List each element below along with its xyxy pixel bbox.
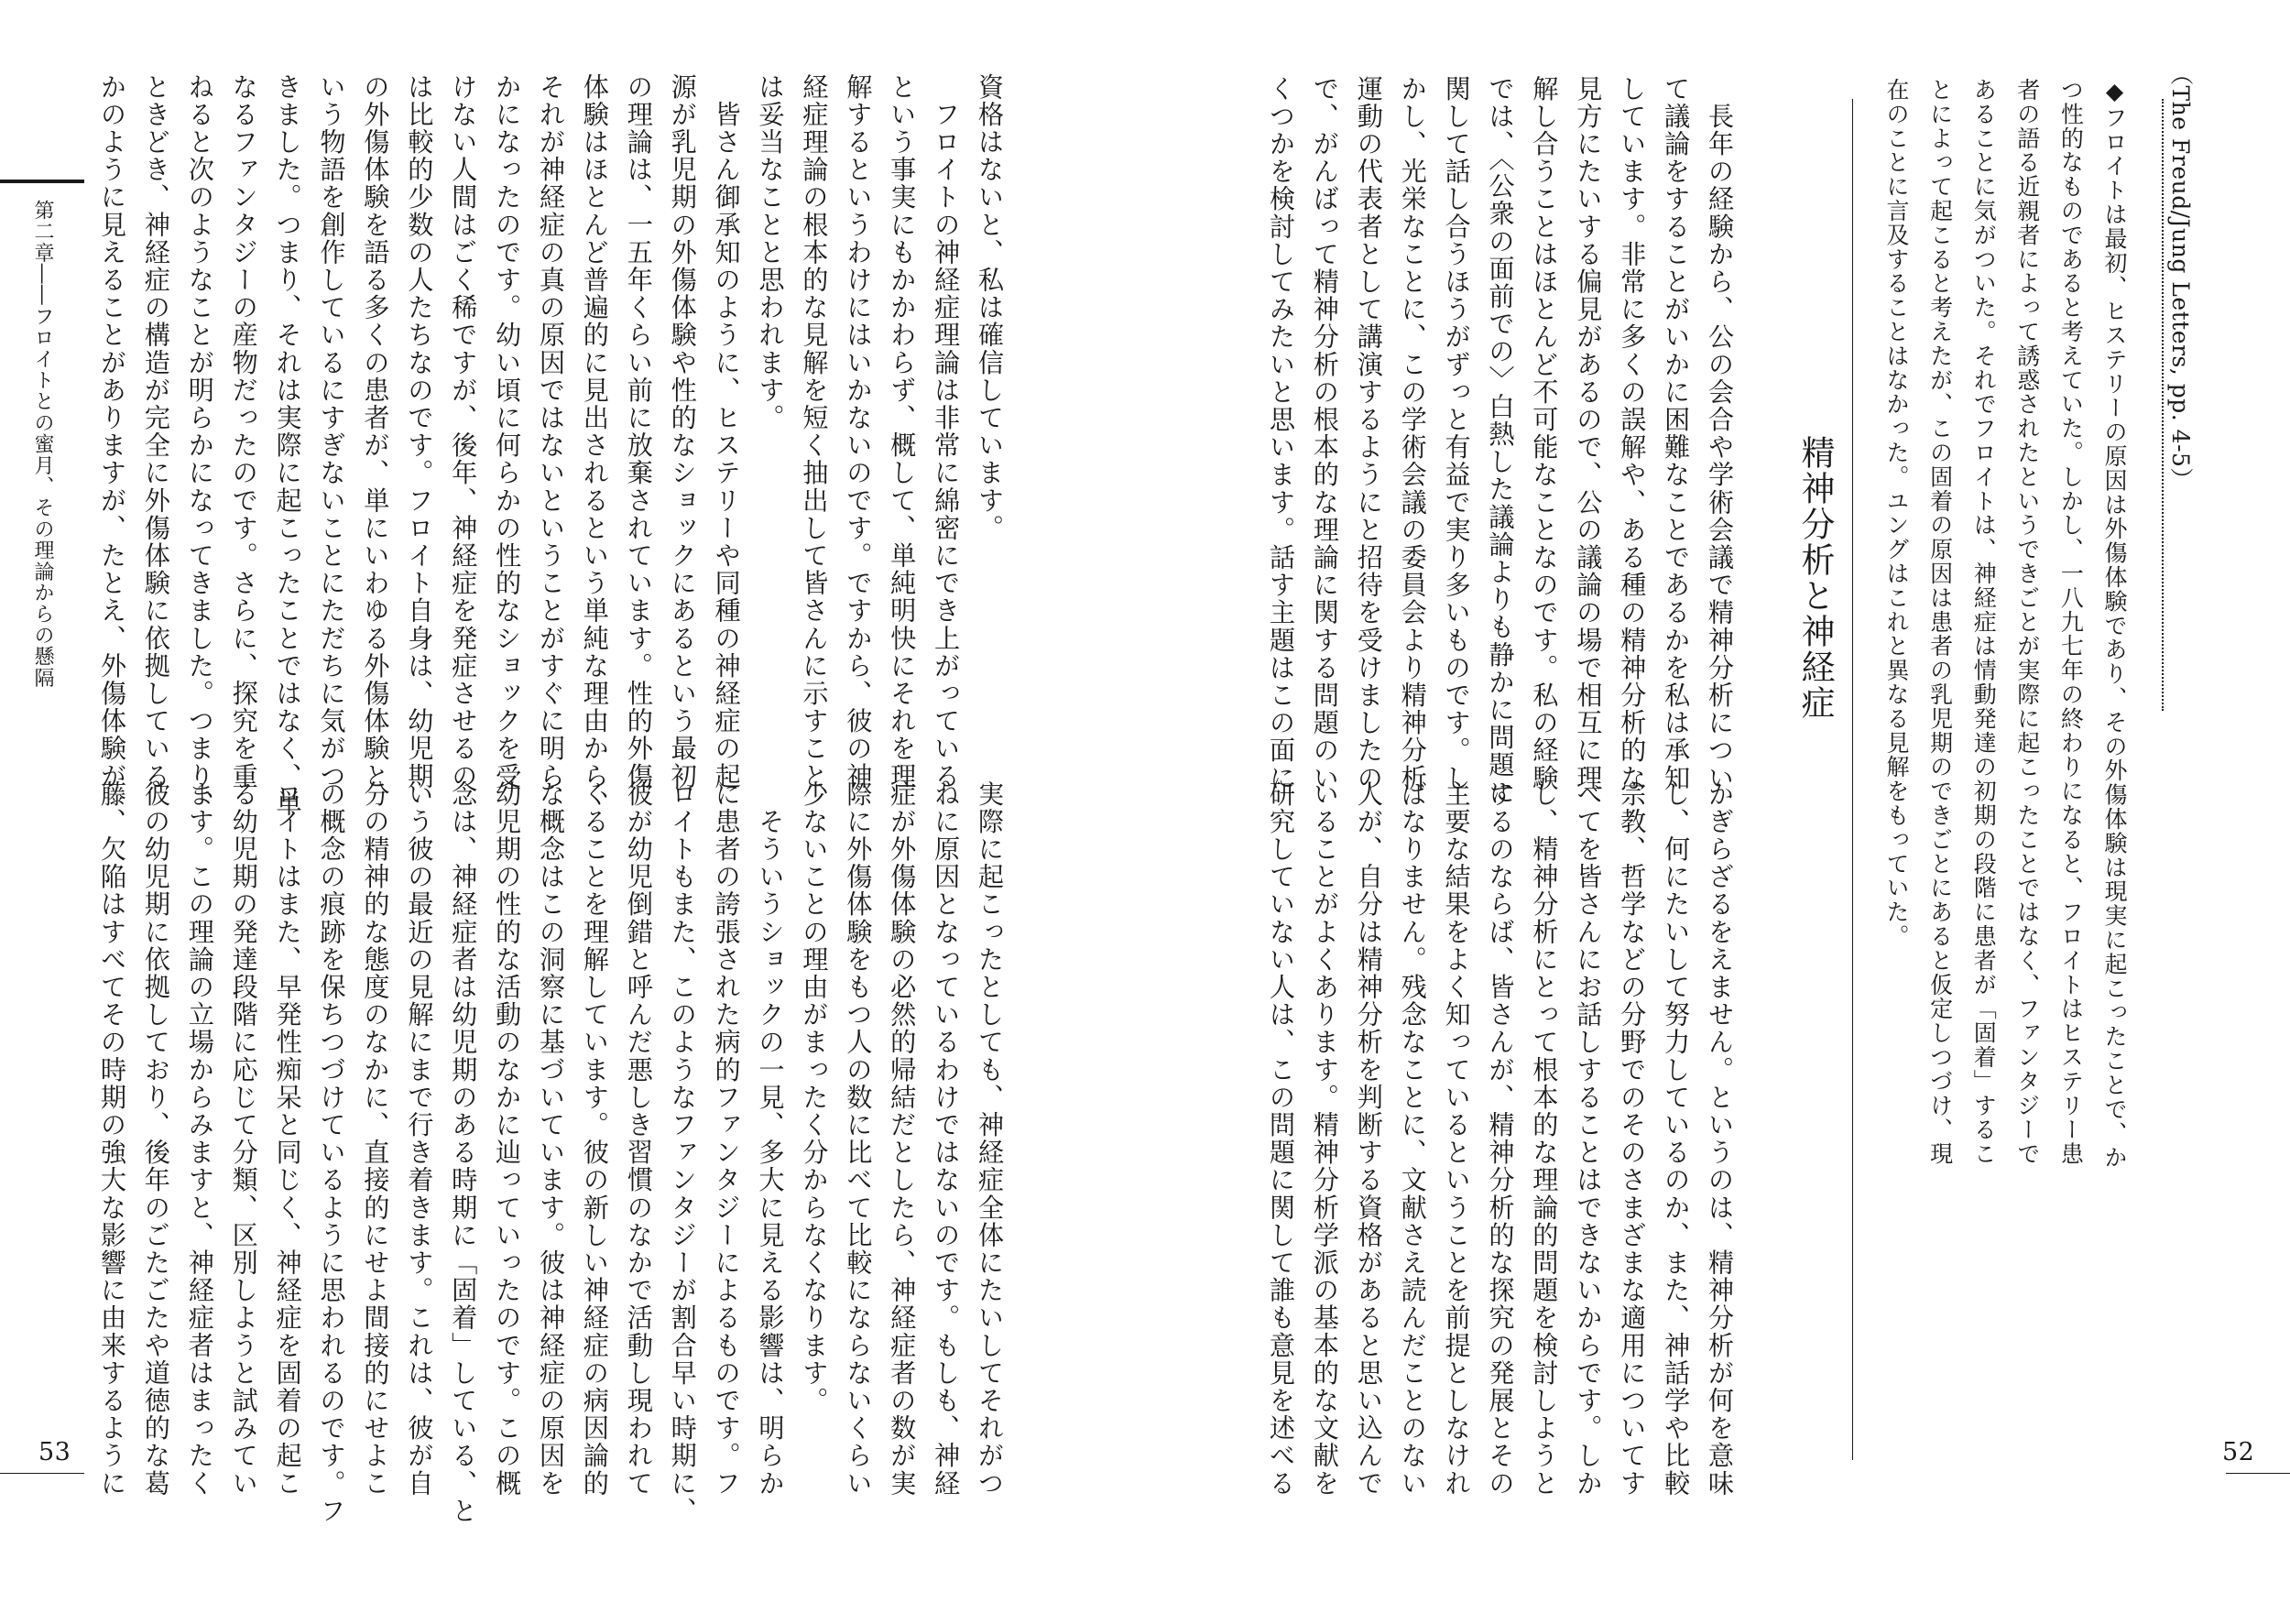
body-column: べてを皆さんにお話しすることはできないからです。しか (1573, 780, 1604, 1498)
body-column: は比較的少数の人たちなのです。フロイト自身は、幼児期 (404, 73, 435, 790)
body-column: 長年の経験から、公の会合や学術会議で精神分析につい (1705, 75, 1735, 792)
body-column: で、がんばって精神分析の根本的な理論に関する問題のい (1309, 75, 1340, 792)
note-column: 在のことに言及することはなかった。ユングはこれと異なる見解をもっていた。 (1883, 78, 1910, 949)
body-column: 分の精神的な態度のなかに、直接的にせよ間接的にせよこ (360, 780, 391, 1498)
body-column: 宗教、哲学などの分野でのそのさまざまな適用についてす (1617, 780, 1648, 1498)
note-column: ◆フロイトは最初、ヒステリーの原因は外傷体験であり、その外傷体験は現実に起こったことで、か (2101, 78, 2128, 1170)
body-column: し、精神分析にとって根本的な理論的問題を検討しようと (1529, 780, 1560, 1498)
body-column: の概念の痕跡を保ちつづけているように思われるのです。フ (316, 780, 347, 1525)
body-column: 研究していない人は、この問題に関して誰も意見を述べる (1266, 780, 1296, 1498)
note-column: とによって起こると考えたが、この固着の原因は患者の乳児期のできごとにあると仮定しつづけ、現 (1926, 78, 1954, 1166)
body-column: 際に外傷体験をもつ人の数に比べて比較にならないくらい (843, 780, 874, 1498)
body-column: いることがよくあります。精神分析学派の基本的な文献を (1309, 780, 1340, 1498)
source-dotted-leader (2162, 99, 2164, 711)
body-column: フロイトの神経症理論は非常に綿密にでき上がっている (931, 73, 962, 790)
body-column: は妥当なことと思われます。 (755, 73, 786, 432)
body-column: くつかを検討してみたいと思います。話す主題はこの面に (1266, 75, 1296, 792)
note-divider (1852, 99, 1853, 1460)
body-column: 主要な結果をよく知っているということを前提としなけれ (1441, 780, 1472, 1498)
note-column: あることに気がついた。それでフロイトは、神経症は情動発達の初期の段階に患者が「固着」するこ (1970, 78, 1998, 1166)
body-column: 解するというわけにはいかないのです。ですから、彼の神 (843, 73, 874, 790)
running-head: 第二章――フロイトとの蜜月、その理論からの懸隔 (31, 200, 54, 689)
body-column: きました。つまり、それは実際に起こったことではなく、単 (272, 73, 303, 818)
body-column: では、〈公衆の面前での〉白熱した議論よりも静かに問題に (1485, 75, 1516, 807)
running-head-rule (0, 180, 84, 183)
body-column: の外傷体験を語る多くの患者が、単にいわゆる外傷体験と (360, 73, 391, 790)
body-column: ときどき、神経症の構造が完全に外傷体験に依拠している (140, 73, 171, 790)
body-column: けない人間はごく稀ですが、後年、神経症を発症させるの (448, 73, 479, 790)
page-number-left: 53 (38, 1438, 71, 1466)
body-column: 彼が幼児倒錯と呼んだ悪しき習慣のなかで活動し現われて (623, 780, 654, 1498)
body-column: の理論は、一五年くらい前に放棄されています。性的外傷 (623, 73, 654, 790)
body-column: 人が、自分は精神分析を判断する資格があると思い込んで (1353, 780, 1384, 1498)
body-column: 見方にたいする偏見があるので、公の議論の場で相互に理 (1573, 75, 1604, 792)
body-column: 関して話し合うほうがずっと有益で実り多いものです。し (1441, 75, 1472, 792)
body-column: 幼児期の性的な活動のなかに辿っていったのです。この概 (492, 780, 523, 1498)
body-column: かぎらざるをえません。というのは、精神分析が何を意味 (1705, 780, 1735, 1498)
body-column: に患者の誇張された病的ファンタジーによるものです。フ (711, 780, 742, 1498)
body-column: る幼児期の発達段階に応じて分類、区別しようと試みてい (228, 780, 259, 1498)
page-foot-rule (2226, 1473, 2290, 1474)
body-column: 彼の幼児期に依拠しており、後年のごたごたや道徳的な葛 (140, 780, 171, 1498)
body-column: 皆さん御承知のように、ヒステリーや同種の神経症の起 (711, 73, 742, 790)
body-column: ねると次のようなことが明らかになってきました。つまり、 (184, 73, 215, 818)
body-column: 念は、神経症者は幼児期のある時期に「固着」している、と (448, 780, 479, 1525)
body-column: かのように見えることがありますが、たとえ、外傷体験が (97, 73, 127, 790)
source-citation: （The Freud/Jung Letters, pp. 4-5） (2167, 62, 2194, 491)
body-column: 源が乳児期の外傷体験や性的なショックにあるという最初 (667, 73, 698, 790)
body-column: くることを理解しています。彼の新しい神経症の病因論的 (579, 780, 610, 1498)
body-column: かし、光栄なことに、この学術会議の委員会より精神分析 (1397, 75, 1428, 792)
body-column: 症が外傷体験の必然的帰結だとしたら、神経症者の数が実 (887, 780, 918, 1498)
body-column: いう物語を創作しているにすぎないことにただちに気がつ (316, 73, 347, 790)
body-column: 運動の代表者として講演するようにと招待を受けましたの (1353, 75, 1384, 792)
body-column: するのならば、皆さんが、精神分析的な探究の発展とその (1485, 780, 1516, 1498)
body-column: ねに原因となっているわけではないのです。もしも、神経 (931, 780, 962, 1498)
body-column: かになったのです。幼い頃に何らかの性的なショックを受 (492, 73, 523, 790)
body-column: 経症理論の根本的な見解を短く抽出して皆さんに示すこと (799, 73, 830, 790)
body-column: 体験はほとんど普遍的に見出されるという単純な理由から、 (579, 73, 610, 818)
body-column: し、何にたいして努力しているのか、また、神話学や比較 (1661, 780, 1692, 1498)
body-column: ロイトもまた、このようなファンタジーが割合早い時期に、 (667, 780, 698, 1525)
body-column: 解し合うことはほとんど不可能なことなのです。私の経験 (1529, 75, 1560, 792)
body-column: そういうショックの一見、多大に見える影響は、明らか (755, 780, 786, 1498)
body-column: という事実にもかかわらず、概して、単純明快にそれを理 (887, 73, 918, 790)
note-column: 者の語る近親者によって誘惑されたというできごとが実際に起こったことではなく、ファンタジーで (2013, 78, 2041, 1166)
body-column: 少ないことの理由がまったく分からなくなります。 (799, 780, 830, 1415)
page-number-right: 52 (2222, 1438, 2255, 1466)
body-column: それが神経症の真の原因ではないということがすぐに明ら (536, 73, 566, 790)
body-column: しています。非常に多くの誤解や、ある種の精神分析的な (1617, 75, 1648, 792)
body-column: 藤、欠陥はすべてその時期の強大な影響に由来するように (97, 780, 127, 1498)
body-column: な概念はこの洞察に基づいています。彼は神経症の原因を (536, 780, 566, 1498)
body-column: 資格はないと、私は確信しています。 (975, 73, 1005, 542)
body-column: 実際に起こったとしても、神経症全体にたいしてそれがつ (975, 780, 1005, 1498)
page-foot-rule (0, 1473, 84, 1474)
body-column: いう彼の最近の見解にまで行き着きます。これは、彼が自 (404, 780, 435, 1498)
body-column: ばなりません。残念なことに、文献さえ読んだことのない (1397, 780, 1428, 1498)
note-column: つ性的なものであると考えていた。しかし、一八九七年の終わりになると、フロイトはヒステリー患 (2057, 78, 2085, 1166)
body-column: ロイトはまた、早発性痴呆と同じく、神経症を固着の起こ (272, 780, 303, 1498)
body-column: て議論をすることがいかに困難なことであるかを私は承知 (1661, 75, 1692, 792)
section-heading: 精神分析と神経症 (1795, 435, 1835, 721)
body-column: ます。この理論の立場からみますと、神経症者はまったく (184, 780, 215, 1498)
body-column: なるファンタジーの産物だったのです。さらに、探究を重 (228, 73, 259, 790)
